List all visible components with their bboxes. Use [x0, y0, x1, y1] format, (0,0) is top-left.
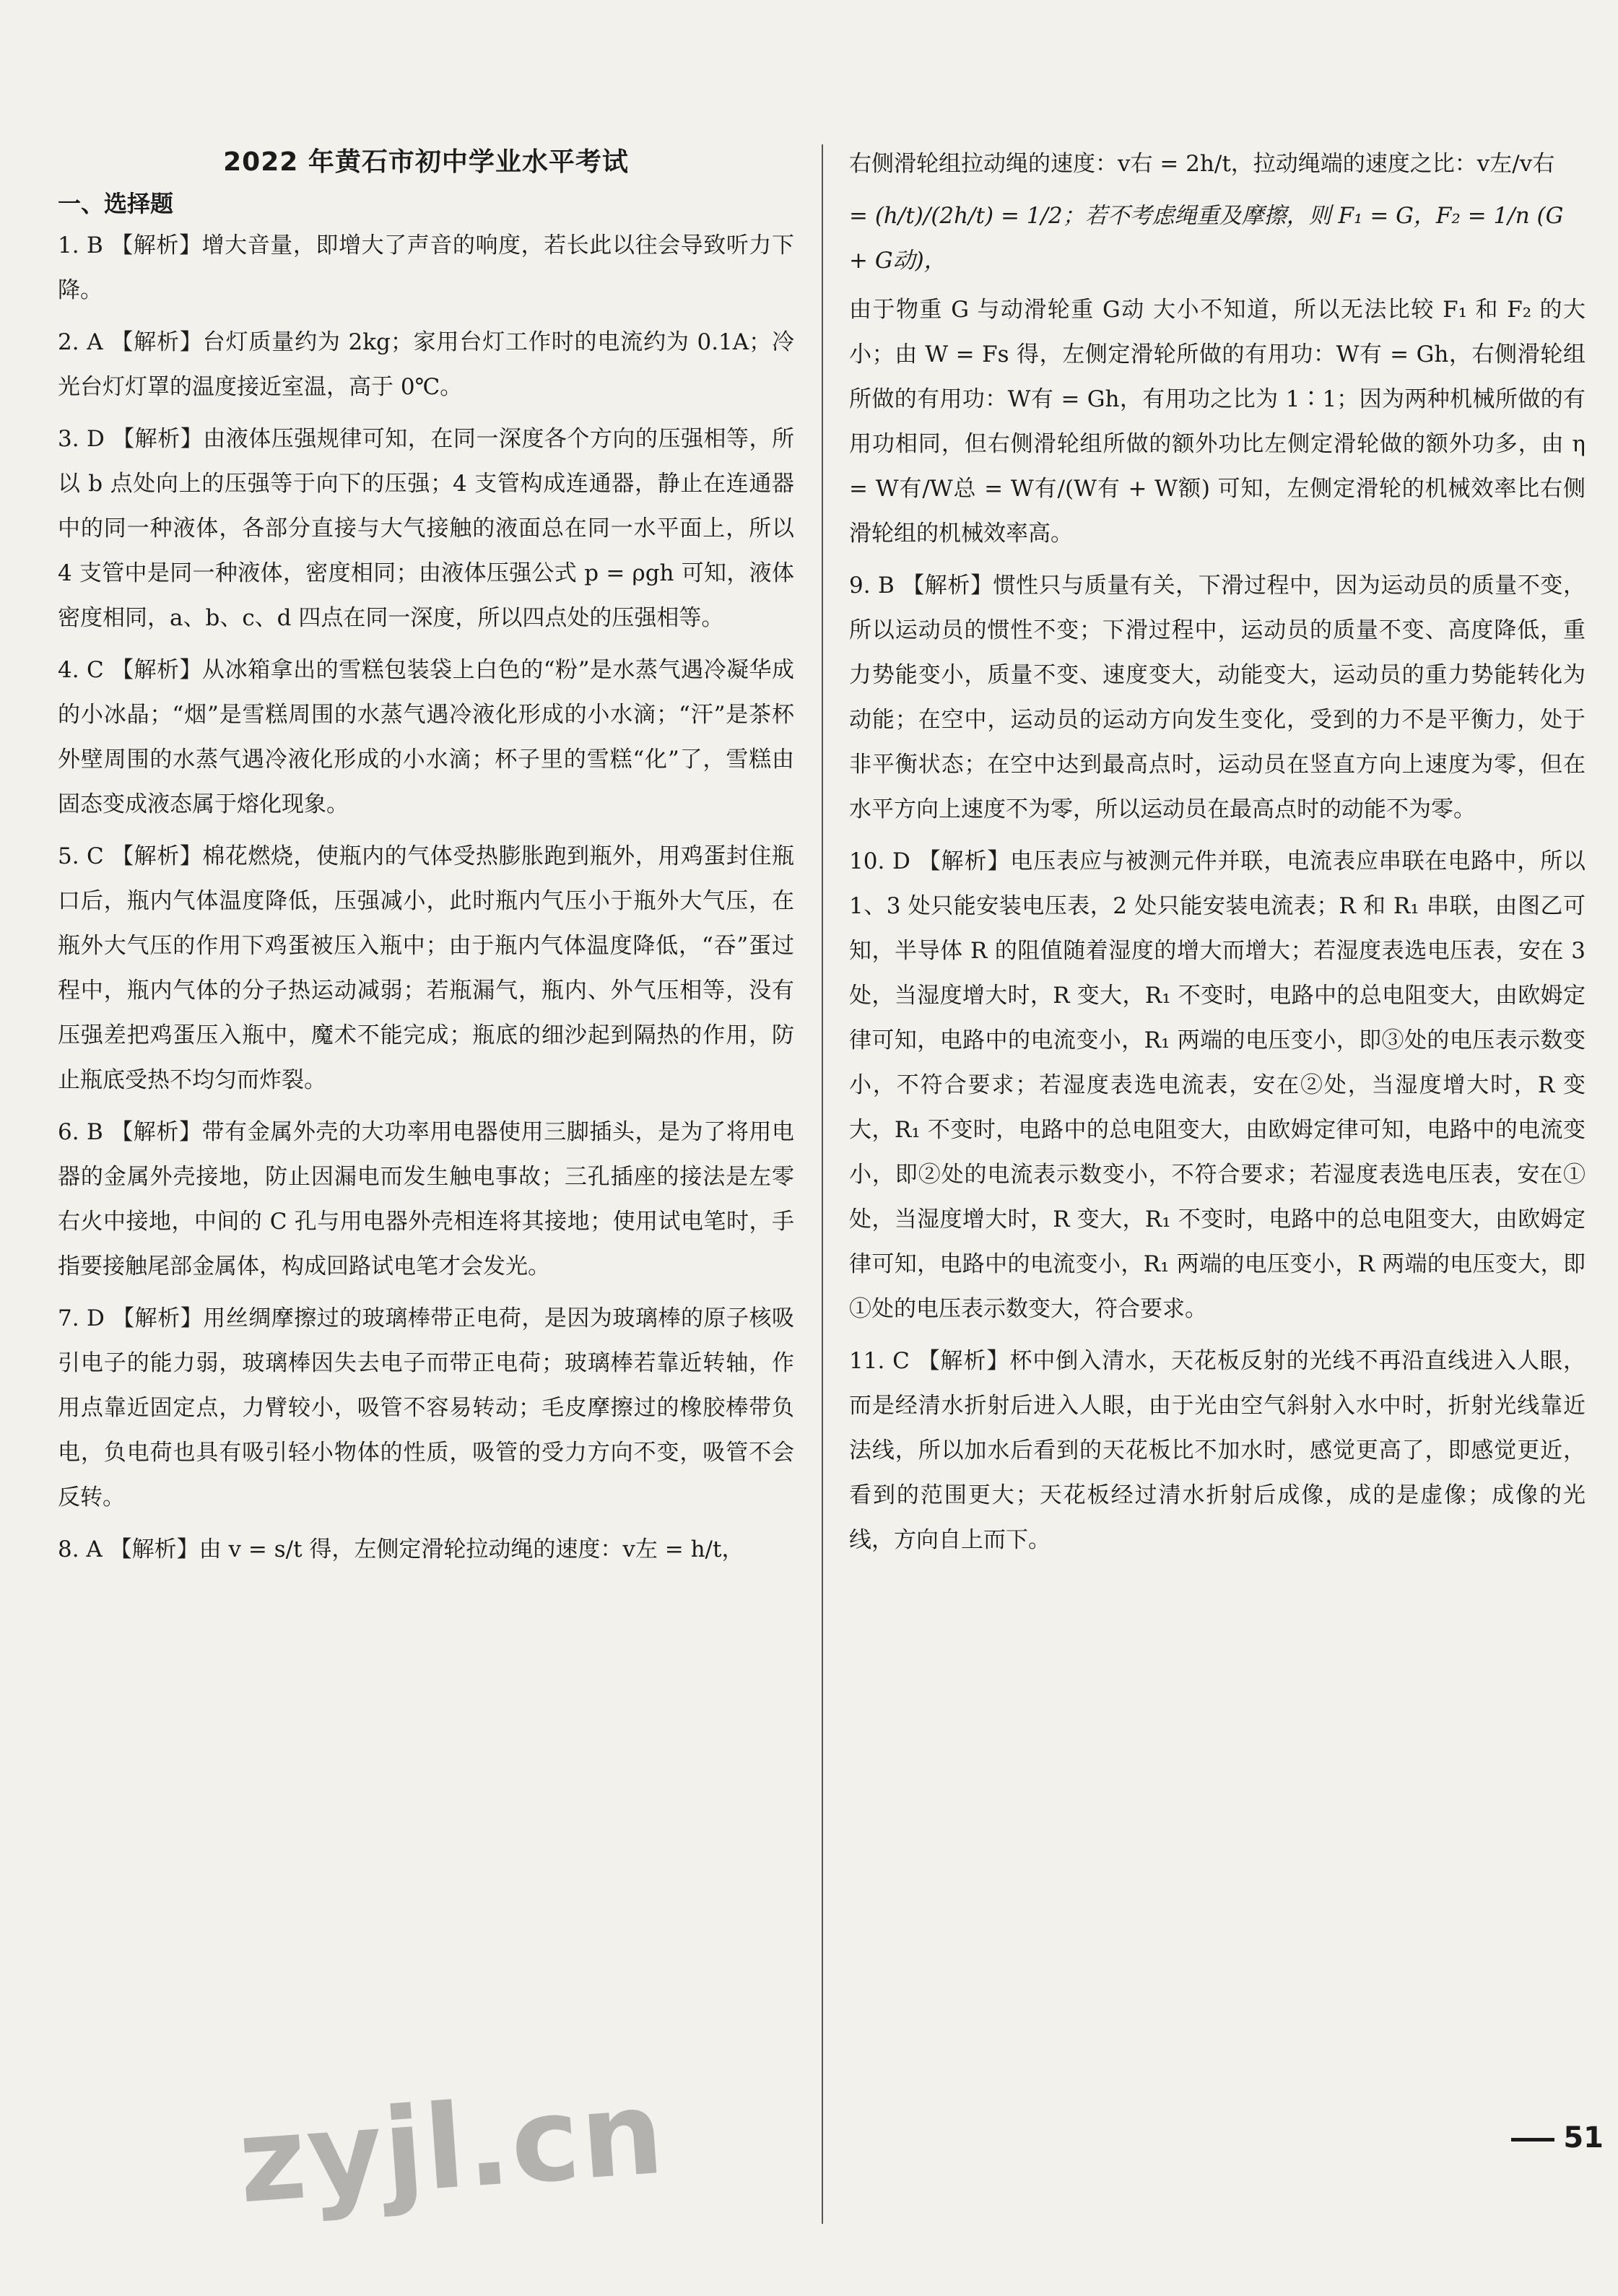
answer-8-efficiency: 由于物重 G 与动滑轮重 G动 大小不知道，所以无法比较 F₁ 和 F₂ 的大小；由 W = Fs 得，左侧定滑轮所做的有用功：W有 = Gh，右侧滑轮组所做的有用功：W有 = Gh，有用功之比为 1∶1；因为两种机械所做的有用功相同，但右侧滑轮组所做的额外功比左侧定滑轮做的额外功多，由 η = W有/W总 = W有/(W有 + W额) 可知，左侧定滑轮的机械效率比右侧滑轮组的机械效率高。	[849, 297, 1586, 547]
answer-4: 4. C 【解析】从冰箱拿出的雪糕包装袋上白色的“粉”是水蒸气遇冷凝华成的小冰晶；“烟”是雪糕周围的水蒸气遇冷液化形成的小水滴；“汗”是茶杯外壁周围的水蒸气遇冷液化形成的小水滴；杯子里的雪糕“化”了，雪糕由固态变成液态属于熔化现象。	[58, 657, 794, 817]
page-number-text: 51	[1563, 2121, 1604, 2154]
right-column	[849, 142, 1586, 1570]
answer-8-start: 8. A 【解析】由 v = s/t 得，左侧定滑轮拉动绳的速度：v左 = h/t，	[58, 1536, 744, 1562]
answer-8-speed-ratio: 右侧滑轮组拉动绳的速度：v右 = 2h/t，拉动绳端的速度之比：v左/v右	[849, 151, 1555, 177]
answer-3: 3. D 【解析】由液体压强规律可知，在同一深度各个方向的压强相等，所以 b 点处向上的压强等于向下的压强；4 支管构成连通器，静止在连通器中的同一种液体，各部分直接与大气接触的液面总在同一水平面上，所以 4 支管中是同一种液体，密度相同；由液体压强公式 p = ρgh 可知，液体密度相同，a、b、c、d 四点在同一深度，所以四点处的压强相等。	[58, 426, 794, 631]
answer-8-formula: = (h/t)/(2h/t) = 1/2；若不考虑绳重及摩擦，则 F₁ = G，F₂ = 1/n (G + G动)，	[849, 203, 1564, 274]
answer-9: 9. B 【解析】惯性只与质量有关，下滑过程中，因为运动员的质量不变，所以运动员的惯性不变；下滑过程中，运动员的质量不变、高度降低，重力势能变小，质量不变、速度变大，动能变大，运动员的重力势能转化为动能；在空中，运动员的运动方向发生变化，受到的力不是平衡力，处于非平衡状态；在空中达到最高点时，运动员在竖直方向上速度为零，但在水平方向上速度不为零，所以运动员在最高点时的动能不为零。	[849, 573, 1586, 822]
left-column	[58, 142, 794, 1579]
answer-7: 7. D 【解析】用丝绸摩擦过的玻璃棒带正电荷，是因为玻璃棒的原子核吸引电子的能力弱，玻璃棒因失去电子而带正电荷；玻璃棒若靠近转轴，作用点靠近固定点，力臂较小，吸管不容易转动；毛皮摩擦过的橡胶棒带负电，负电荷也具有吸引轻小物体的性质，吸管的受力方向不变，吸管不会反转。	[58, 1305, 794, 1510]
answer-2: 2. A 【解析】台灯质量约为 2kg；家用台灯工作时的电流约为 0.1A；冷光台灯灯罩的温度接近室温，高于 0℃。	[58, 329, 794, 400]
answer-11: 11. C 【解析】杯中倒入清水，天花板反射的光线不再沿直线进入人眼，而是经清水折射后进入人眼，由于光由空气斜射入水中时，折射光线靠近法线，所以加水后看到的天花板比不加水时，感觉更高了，即感觉更近，看到的范围更大；天花板经过清水折射后成像，成的是虚像；成像的光线，方向自上而下。	[849, 1348, 1586, 1553]
answer-6: 6. B 【解析】带有金属外壳的大功率用电器使用三脚插头，是为了将用电器的金属外壳接地，防止因漏电而发生触电事故；三孔插座的接法是左零右火中接地，中间的 C 孔与用电器外壳相连将其接地；使用试电笔时，手指要接触尾部金属体，构成回路试电笔才会发光。	[58, 1119, 794, 1279]
page-number	[1511, 2121, 1604, 2154]
answer-5: 5. C 【解析】棉花燃烧，使瓶内的气体受热膨胀跑到瓶外，用鸡蛋封住瓶口后，瓶内气体温度降低，压强减小，此时瓶内气压小于瓶外大气压，在瓶外大气压的作用下鸡蛋被压入瓶中；由于瓶内气体温度降低，“吞”蛋过程中，瓶内气体的分子热运动减弱；若瓶漏气，瓶内、外气压相等，没有压强差把鸡蛋压入瓶中，魔术不能完成；瓶底的细沙起到隔热的作用，防止瓶底受热不均匀而炸裂。	[58, 843, 794, 1093]
page-title: 2022 年黄石市初中学业水平考试	[223, 147, 629, 177]
section-heading: 一、选择题	[58, 190, 174, 217]
page-number-dash	[1511, 2138, 1554, 2141]
answer-1: 1. B 【解析】增大音量，即增大了声音的响度，若长此以往会导致听力下降。	[58, 232, 794, 303]
watermark: zyjl.cn	[234, 2064, 669, 2230]
answer-10: 10. D 【解析】电压表应与被测元件并联，电流表应串联在电路中，所以 1、3 处只能安装电压表，2 处只能安装电流表；R 和 R₁ 串联，由图乙可知，半导体 R 的阻值随着湿度的增大而增大；若湿度表选电压表，安在 3 处，当湿度增大时，R 变大，R₁ 不变时，电路中的总电阻变大，由欧姆定律可知，电路中的电流变小，R₁ 两端的电压变小，即③处的电压表示数变小，不符合要求；若湿度表选电流表，安在②处，当湿度增大时，R 变大，R₁ 不变时，电路中的总电阻变大，由欧姆定律可知，电路中的电流变小，即②处的电流表示数变小，不符合要求；若湿度表选电压表，安在①处，当湿度增大时，R 变大，R₁ 不变时，电路中的总电阻变大，由欧姆定律可知，电路中的电流变小，R₁ 两端的电压变小，R 两端的电压变大，即①处的电压表示数变大，符合要求。	[849, 848, 1586, 1322]
column-divider	[822, 144, 823, 2224]
